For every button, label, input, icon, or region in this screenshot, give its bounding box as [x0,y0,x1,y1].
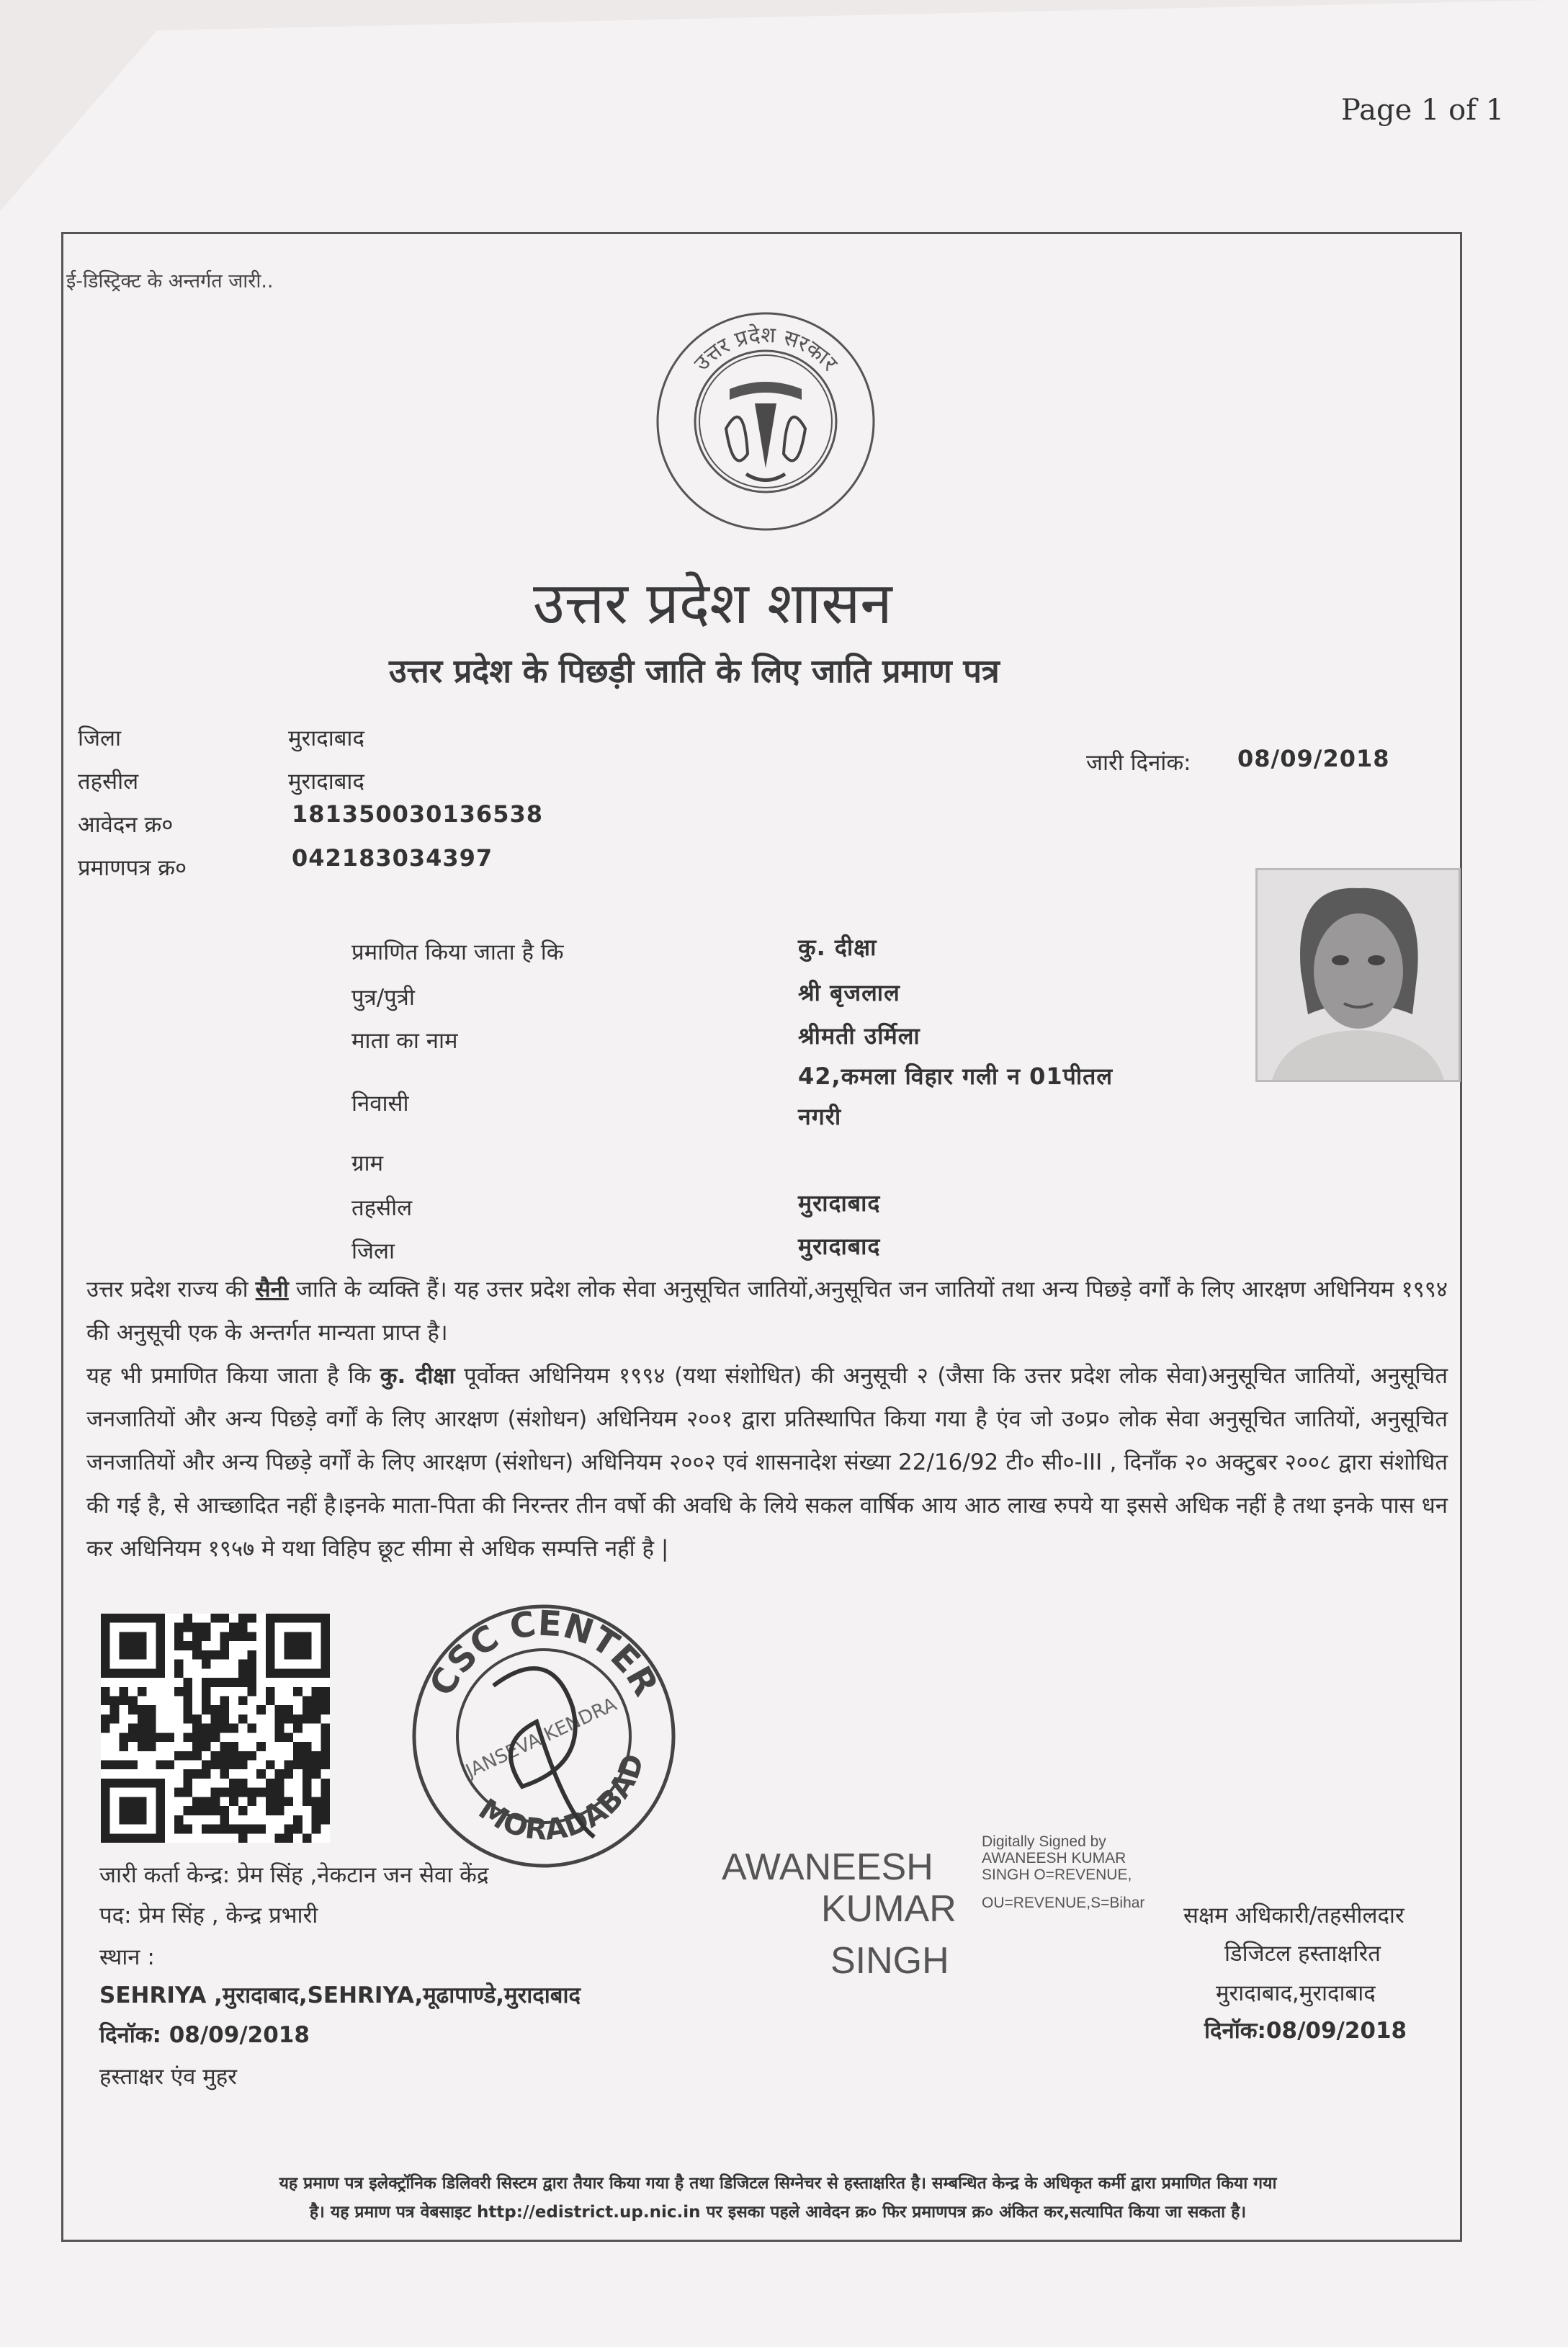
application-no-value: 181350030136538 [292,800,543,828]
emblem-ring-text [654,310,877,533]
sign-and-seal-label: हस्ताक्षर एंव मुहर [99,2064,237,2090]
applicant-photo [1255,868,1461,1082]
mother-name: श्रीमती उर्मिला [798,1022,920,1050]
meta-tehsil-value: मुरादाबाद [288,769,364,795]
caste-name: सैनी [255,1277,289,1302]
certified-label: प्रमाणित किया जाता है कि [351,939,564,965]
signature-note-2: AWANEESH KUMAR [982,1850,1126,1867]
page-label: Page 1 of 1 [1341,94,1505,127]
parent-label: पुत्र/पुत्री [351,985,415,1011]
authority-title: सक्षम अधिकारी/तहसीलदार [1183,1903,1405,1928]
application-no-label: आवेदन क्र० [78,812,174,838]
issuer-date: दिनॉक: 08/09/2018 [99,2022,310,2048]
signature-note-1: Digitally Signed by [982,1833,1106,1850]
village-label: ग्राम [351,1150,384,1176]
address-line-2: नगरी [798,1103,842,1130]
issuer-post: पद: प्रेम सिंह , केन्द्र प्रभारी [99,1903,318,1928]
certificate-no-label: प्रमाणपत्र क्र० [78,855,187,881]
mother-label: माता का नाम [351,1028,458,1054]
footer-line-2: है। यह प्रमाण पत्र वेबसाइट http://edistrict.up.nic.in पर इसका पहले आवेदन क्र० फिर प्रमाणपत्र क्र० अंकित कर,सत्यापित किया जा सकता है। [309,2203,1247,2222]
father-name: श्री बृजलाल [798,979,900,1006]
authority-signed: डिजिटल हस्ताक्षरित [1224,1941,1381,1967]
para1-after: जाति के व्यक्ति हैं। यह उत्तर प्रदेश लोक सेवा अनुसूचित जातियों,अनुसूचित जन जातियों तथा अन्य पिछड़े वर्गों के लिए आरक्षण अधिनियम १९९४ की अनुसूची एक के अन्तर्गत मान्यता प्राप्त है। [86,1277,1448,1346]
issued-under-note: ई-डिस्ट्रिक्ट के अन्तर्गत जारी.. [66,270,274,292]
applicant-name: कु. दीक्षा [798,934,877,961]
details-district-label: जिला [351,1238,395,1264]
place-label: स्थान : [99,1944,155,1970]
place-value: SEHRIYA ,मुरादाबाद,SEHRIYA,मूढापाण्डे,मुरादाबाद [99,1982,581,2008]
certificate-no-value: 042183034397 [292,844,493,872]
signature-note-4: OU=REVENUE,S=Bihar [982,1895,1145,1911]
signer-name-line-3: SINGH [830,1940,949,1982]
meta-tehsil-label: तहसील [78,769,139,795]
issue-date-value: 08/09/2018 [1237,745,1390,772]
stamp-outer-text: CSC CENTER [421,1603,666,1703]
signer-name-line-1: AWANEESH [722,1846,933,1888]
page-title: उत्तर प्रदेश शासन [533,570,892,637]
caste-paragraph [86,1268,1448,1354]
certificate-subtitle: उत्तर प्रदेश के पिछड़ी जाति के लिए जाति प्रमाण पत्र [389,652,1000,690]
para2-before: यह भी प्रमाणित किया जाता है कि [86,1363,380,1389]
stamp-inner-text: JANSEVA KENDRA [462,1694,620,1783]
applicant-portrait-icon [1258,870,1459,1080]
meta-district-label: जिला [78,725,122,751]
details-tehsil-value: मुरादाबाद [798,1189,881,1217]
para2-name: कु. दीक्षा [380,1363,455,1389]
eligibility-paragraph [86,1354,1448,1570]
para2-after: पूर्वोक्त अधिनियम १९९४ (यथा संशोधित) की अनुसूची २ (जैसा कि उत्तर प्रदेश लोक सेवा)अनुसूचित जातियों, अनुसूचित जनजातियों और अन्य पिछड़े वर्गों के लिए आरक्षण (संशोधन) अधिनियम २००१ द्वारा प्रतिस्थापित किया गया है एंव जो उ०प्र० लोक सेवा अनुसूचित जातियों, अनुसूचित जनजातियों और अन्य पिछड़े वर्गों के लिए आरक्षण (संशोधन) अधिनियम २००२ एवं शासनादेश संख्या 22/16/92 टी० सी०-III , दिनाँक २० अक्टुबर २००८ द्वारा संशोधित की गई है, से आच्छादित नहीं है।इनके माता-पिता की निरन्तर तीन वर्षो की अवधि के लिये सकल वार्षिक आय आठ लाख रुपये या इससे अधिक नहीं है तथा इनके पास धन कर अधिनियम १९५७ मे यथा विहिप छूट सीमा से अधिक सम्पत्ति नहीं है | [86,1363,1448,1562]
authority-date: दिनॉक:08/09/2018 [1204,2018,1407,2044]
authority-place: मुरादाबाद,मुरादाबाद [1216,1980,1376,2006]
details-tehsil-label: तहसील [351,1195,413,1221]
details-district-value: मुरादाबाद [798,1233,881,1260]
resident-label: निवासी [351,1091,409,1117]
para1-before: उत्तर प्रदेश राज्य की [86,1277,256,1302]
qr-code [101,1614,330,1843]
signature-note-3: SINGH O=REVENUE, [982,1867,1132,1883]
svg-text:उत्तर प्रदेश सरकार: उत्तर प्रदेश सरकार [689,322,843,376]
qr-code-icon [101,1614,330,1843]
svg-text:CSC CENTER [421,1603,666,1702]
issuing-centre: जारी कर्ता केन्द्र: प्रेम सिंह ,नेकटान जन सेवा केंद्र [99,1862,489,1888]
issue-date-label: जारी दिनांक: [1086,750,1191,776]
meta-district-value: मुरादाबाद [288,725,364,751]
address-line-1: 42,कमला विहार गली न 01पीतल [798,1063,1114,1090]
signer-name-line-2: KUMAR [821,1888,957,1930]
footer-line-1: यह प्रमाण पत्र इलेक्ट्रॉनिक डिलिवरी सिस्टम द्वारा तैयार किया गया है तथा डिजिटल सिग्नेचर से हस्ताक्षरित है। सम्बन्धित केन्द्र के अधिकृत कर्मी द्वारा प्रमाणित किया गया [279,2174,1277,2193]
stamp-lower-text: MORADABAD [472,1750,651,1847]
csc-center-stamp [407,1599,681,1873]
